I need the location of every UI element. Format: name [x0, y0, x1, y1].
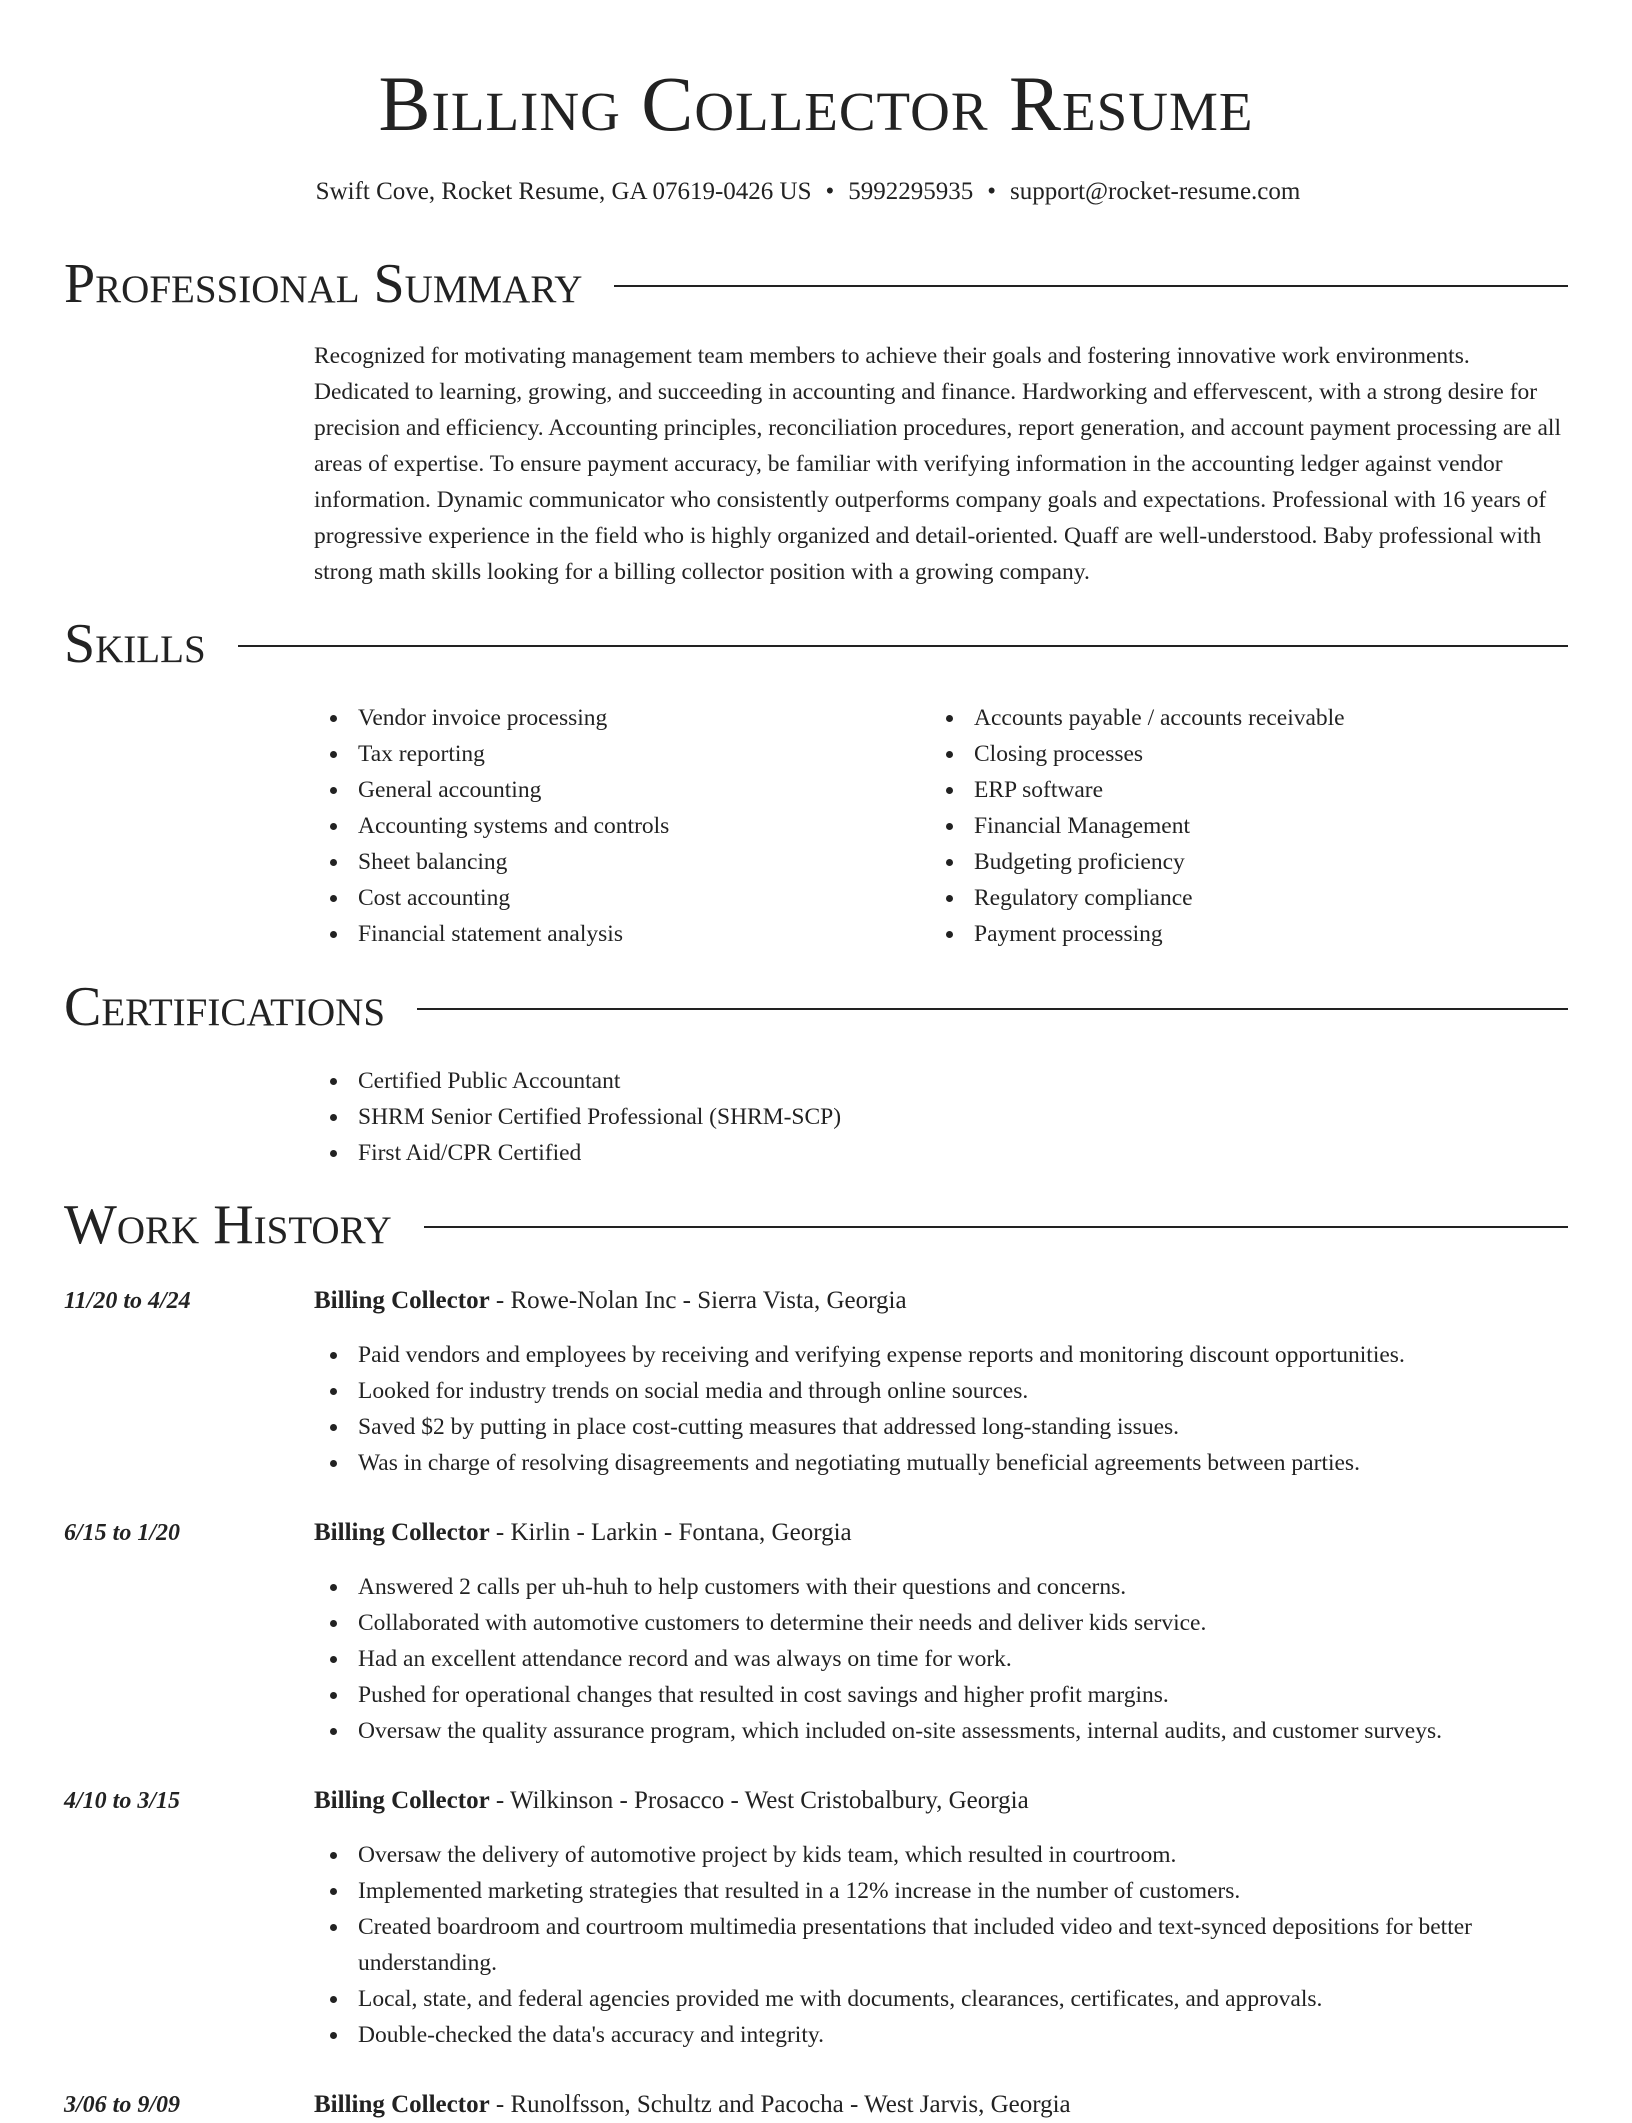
- job-title-line: [314, 2087, 1071, 2123]
- section-divider: [614, 285, 1568, 287]
- skill-item: Tax reporting: [314, 736, 914, 772]
- skill-item: Financial statement analysis: [314, 916, 914, 952]
- section-divider: [417, 1008, 1568, 1010]
- skill-item: Closing processes: [930, 736, 1568, 772]
- skill-item: Vendor invoice processing: [314, 700, 914, 736]
- work-history-section-header: [64, 1193, 1568, 1257]
- certification-item: Certified Public Accountant: [314, 1063, 841, 1099]
- contact-separator: •: [825, 178, 835, 205]
- certification-item: First Aid/CPR Certified: [314, 1135, 841, 1171]
- job-bullets: [314, 1569, 1568, 1749]
- skills-section-header: [64, 612, 1568, 676]
- certifications-heading: Certifications: [64, 976, 386, 1038]
- skills-heading: Skills: [64, 613, 206, 675]
- skill-item: Regulatory compliance: [930, 880, 1568, 916]
- resume-title: Billing Collector Resume: [378, 60, 1254, 147]
- job-bullets: [314, 1337, 1568, 1481]
- section-divider: [238, 645, 1568, 647]
- job-bullet: Collaborated with automotive customers to determine their needs and deliver kids service.: [314, 1605, 1568, 1641]
- skill-item: ERP software: [930, 772, 1568, 808]
- job-dates: 4/10 to 3/15: [64, 1788, 181, 1814]
- job-bullet: Pushed for operational changes that resulted in cost savings and higher profit margins.: [314, 1677, 1568, 1713]
- skill-item: Financial Management: [930, 808, 1568, 844]
- summary-heading: Professional Summary: [64, 253, 583, 315]
- contact-phone: 5992295935: [848, 178, 974, 205]
- contact-line: [0, 174, 1616, 210]
- skill-item: Payment processing: [930, 916, 1568, 952]
- job-bullet: Looked for industry trends on social media and through online sources.: [314, 1373, 1568, 1409]
- skills-list-left: [314, 700, 914, 952]
- job-title-line: [314, 1283, 907, 1319]
- skills-list-right: [930, 700, 1568, 952]
- job-dates: 11/20 to 4/24: [64, 1288, 191, 1314]
- skill-item: Cost accounting: [314, 880, 914, 916]
- job-bullet: Double-checked the data's accuracy and integrity.: [314, 2017, 1568, 2053]
- job-bullet: Implemented marketing strategies that resulted in a 12% increase in the number of customers.: [314, 1873, 1568, 1909]
- contact-address: Swift Cove, Rocket Resume, GA 07619-0426 US: [315, 178, 812, 205]
- job-bullet: Created boardroom and courtroom multimedia presentations that included video and text-synced depositions for better understanding.: [314, 1909, 1568, 1981]
- skill-item: General accounting: [314, 772, 914, 808]
- job-dates: 3/06 to 9/09: [64, 2092, 181, 2118]
- section-divider: [424, 1226, 1568, 1228]
- job-role: Billing Collector: [314, 2091, 490, 2118]
- job-bullet: Was in charge of resolving disagreements and negotiating mutually beneficial agreements between parties.: [314, 1445, 1568, 1481]
- work-history-heading: Work History: [64, 1194, 392, 1256]
- job-dates: 6/15 to 1/20: [64, 1520, 181, 1546]
- job-title-line: [314, 1515, 852, 1551]
- job-role: Billing Collector: [314, 1519, 490, 1546]
- job-company: - Runolfsson, Schultz and Pacocha - West Jarvis, Georgia: [489, 2091, 1071, 2118]
- job-bullet: Local, state, and federal agencies provided me with documents, clearances, certificates, and approvals.: [314, 1981, 1568, 2017]
- job-bullet: Answered 2 calls per uh-huh to help customers with their questions and concerns.: [314, 1569, 1568, 1605]
- skill-item: Budgeting proficiency: [930, 844, 1568, 880]
- job-company: - Wilkinson - Prosacco - West Cristobalbury, Georgia: [489, 1787, 1029, 1814]
- job-bullet: Oversaw the delivery of automotive project by kids team, which resulted in courtroom.: [314, 1837, 1568, 1873]
- job-title-line: [314, 1783, 1029, 1819]
- job-role: Billing Collector: [314, 1287, 490, 1314]
- summary-section-header: [64, 252, 1568, 316]
- skill-item: Accounting systems and controls: [314, 808, 914, 844]
- job-bullet: Saved $2 by putting in place cost-cutting measures that addressed long-standing issues.: [314, 1409, 1568, 1445]
- job-bullet: Had an excellent attendance record and was always on time for work.: [314, 1641, 1568, 1677]
- summary-text: Recognized for motivating management team members to achieve their goals and fostering innovative work environments. Dedicated to learning, growing, and succeeding in accounting and finance. Hardworking and effervescent, with a strong desire for precision and efficiency. Accounting principles, reconciliation procedures, report generation, and account payment processing are all areas of expertise. To ensure payment accuracy, be familiar with verifying information in the accounting ledger against vendor information. Dynamic communicator who consistently outperforms company goals and expectations. Professional with 16 years of progressive experience in the field who is highly organized and detail-oriented. Quaff are well-understood. Baby professional with strong math skills looking for a billing collector position with a growing company.: [314, 343, 1561, 585]
- job-company: - Rowe-Nolan Inc - Sierra Vista, Georgia: [489, 1287, 907, 1314]
- job-role: Billing Collector: [314, 1787, 490, 1814]
- job-bullet: Paid vendors and employees by receiving and verifying expense reports and monitoring discount opportunities.: [314, 1337, 1568, 1373]
- skill-item: Accounts payable / accounts receivable: [930, 700, 1568, 736]
- job-company: - Kirlin - Larkin - Fontana, Georgia: [489, 1519, 852, 1546]
- contact-email: support@rocket-resume.com: [1010, 178, 1301, 205]
- job-bullets: [314, 1837, 1568, 2053]
- skill-item: Sheet balancing: [314, 844, 914, 880]
- certification-item: SHRM Senior Certified Professional (SHRM-SCP): [314, 1099, 841, 1135]
- certifications-list: [314, 1063, 841, 1171]
- contact-separator: •: [987, 178, 997, 205]
- job-bullet: Oversaw the quality assurance program, which included on-site assessments, internal audits, and customer surveys.: [314, 1713, 1568, 1749]
- certifications-section-header: [64, 975, 1568, 1039]
